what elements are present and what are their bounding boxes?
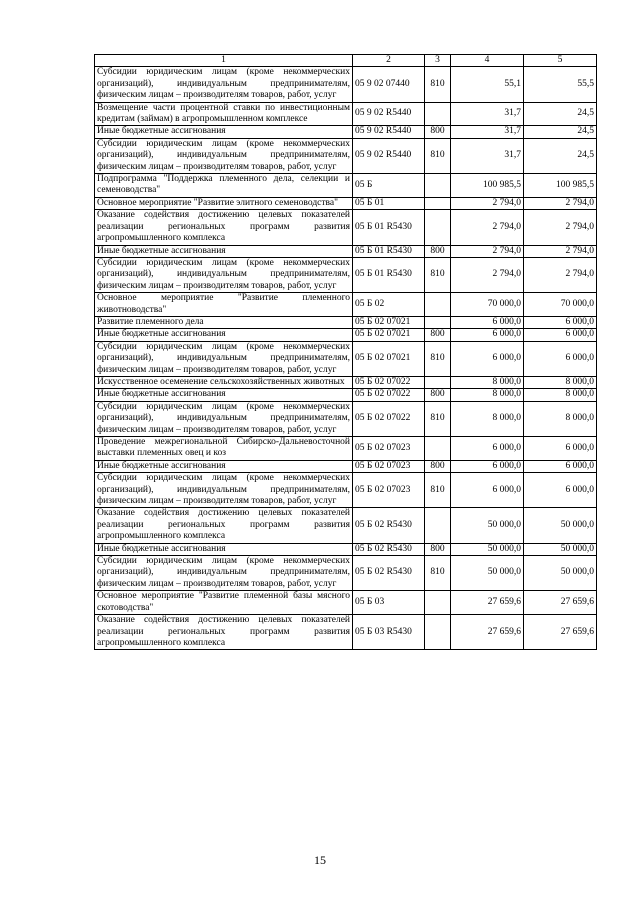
table-row <box>95 210 597 245</box>
row-code-cell: 05 Б 02 07021 <box>353 341 425 376</box>
row-amount-2-cell: 6 000,0 <box>524 473 597 508</box>
row-code-cell: 05 9 02 R5440 <box>353 138 425 173</box>
row-code-cell: 05 Б 02 07021 <box>353 316 425 328</box>
row-expense-type-cell <box>425 197 451 209</box>
row-amount-1-cell: 2 794,0 <box>451 257 524 292</box>
row-amount-1-cell: 2 794,0 <box>451 197 524 209</box>
row-expense-type-cell: 810 <box>425 473 451 508</box>
table-row <box>95 329 597 341</box>
row-name-cell: Иные бюджетные ассигнования <box>95 460 353 472</box>
row-amount-1-cell: 31,7 <box>451 138 524 173</box>
table-row <box>95 174 597 198</box>
row-name-cell: Проведение межрегиональной Сибирско-Дальневосточной выставки племенных овец и коз <box>95 437 353 461</box>
row-amount-1-cell: 2 794,0 <box>451 210 524 245</box>
row-expense-type-cell: 800 <box>425 329 451 341</box>
table-row <box>95 437 597 461</box>
row-expense-type-cell <box>425 508 451 543</box>
row-name-cell: Субсидии юридическим лицам (кроме некоммерческих организаций), индивидуальным предпринимателям, физическим лицам – производителям товаров, работ, услуг <box>95 257 353 292</box>
row-name-cell: Оказание содействия достижению целевых показателей реализации региональных программ развития агропромышленного комплекса <box>95 210 353 245</box>
row-name-cell: Иные бюджетные ассигнования <box>95 389 353 401</box>
row-code-cell: 05 Б 02 07023 <box>353 460 425 472</box>
table-row <box>95 67 597 102</box>
row-name-cell: Иные бюджетные ассигнования <box>95 543 353 555</box>
row-amount-2-cell: 24,5 <box>524 102 597 126</box>
row-expense-type-cell: 800 <box>425 126 451 138</box>
row-amount-1-cell: 6 000,0 <box>451 316 524 328</box>
row-amount-2-cell: 50 000,0 <box>524 508 597 543</box>
row-code-cell: 05 Б 02 07021 <box>353 329 425 341</box>
row-amount-1-cell: 50 000,0 <box>451 508 524 543</box>
row-name-cell: Основное мероприятие "Развитие племенной базы мясного скотоводства" <box>95 591 353 615</box>
row-name-cell: Субсидии юридическим лицам (кроме некоммерческих организаций), индивидуальным предпринимателям, физическим лицам – производителям товаров, работ, услуг <box>95 341 353 376</box>
row-code-cell: 05 Б 01 R5430 <box>353 245 425 257</box>
row-amount-1-cell: 6 000,0 <box>451 437 524 461</box>
row-amount-2-cell: 8 000,0 <box>524 401 597 436</box>
column-header: 4 <box>451 55 524 67</box>
row-name-cell: Иные бюджетные ассигнования <box>95 329 353 341</box>
row-amount-2-cell: 24,5 <box>524 138 597 173</box>
row-amount-1-cell: 6 000,0 <box>451 329 524 341</box>
row-amount-2-cell: 6 000,0 <box>524 341 597 376</box>
row-name-cell: Оказание содействия достижению целевых показателей реализации региональных программ развития агропромышленного комплекса <box>95 508 353 543</box>
row-code-cell: 05 Б 02 07023 <box>353 437 425 461</box>
row-amount-1-cell: 2 794,0 <box>451 245 524 257</box>
row-code-cell: 05 Б 03 R5430 <box>353 615 425 650</box>
row-amount-2-cell: 24,5 <box>524 126 597 138</box>
column-header: 3 <box>425 55 451 67</box>
row-code-cell: 05 Б 02 R5430 <box>353 508 425 543</box>
row-code-cell: 05 Б 02 07022 <box>353 389 425 401</box>
row-expense-type-cell <box>425 293 451 317</box>
row-name-cell: Субсидии юридическим лицам (кроме некоммерческих организаций), индивидуальным предпринимателям, физическим лицам – производителям товаров, работ, услуг <box>95 473 353 508</box>
table-row <box>95 257 597 292</box>
row-amount-1-cell: 8 000,0 <box>451 389 524 401</box>
table-row <box>95 460 597 472</box>
table-row <box>95 341 597 376</box>
row-amount-2-cell: 6 000,0 <box>524 460 597 472</box>
budget-table <box>94 54 597 650</box>
row-amount-2-cell: 100 985,5 <box>524 174 597 198</box>
row-expense-type-cell <box>425 591 451 615</box>
row-code-cell: 05 Б 02 <box>353 293 425 317</box>
row-amount-2-cell: 2 794,0 <box>524 257 597 292</box>
row-code-cell: 05 Б 02 07022 <box>353 401 425 436</box>
row-expense-type-cell <box>425 210 451 245</box>
row-amount-1-cell: 70 000,0 <box>451 293 524 317</box>
table-row <box>95 376 597 388</box>
row-code-cell: 05 9 02 07440 <box>353 67 425 102</box>
row-expense-type-cell: 810 <box>425 341 451 376</box>
row-expense-type-cell: 810 <box>425 257 451 292</box>
row-expense-type-cell <box>425 102 451 126</box>
row-expense-type-cell: 800 <box>425 389 451 401</box>
table-row <box>95 508 597 543</box>
row-amount-2-cell: 50 000,0 <box>524 543 597 555</box>
row-amount-2-cell: 55,5 <box>524 67 597 102</box>
row-code-cell: 05 9 02 R5440 <box>353 126 425 138</box>
row-amount-2-cell: 2 794,0 <box>524 210 597 245</box>
column-header: 5 <box>524 55 597 67</box>
row-code-cell: 05 Б 01 R5430 <box>353 210 425 245</box>
row-amount-2-cell: 8 000,0 <box>524 376 597 388</box>
row-amount-1-cell: 50 000,0 <box>451 543 524 555</box>
row-expense-type-cell: 800 <box>425 460 451 472</box>
row-name-cell: Субсидии юридическим лицам (кроме некоммерческих организаций), индивидуальным предпринимателям, физическим лицам – производителям товаров, работ, услуг <box>95 401 353 436</box>
row-expense-type-cell: 800 <box>425 543 451 555</box>
table-row <box>95 591 597 615</box>
table-row <box>95 102 597 126</box>
table-row <box>95 316 597 328</box>
row-expense-type-cell <box>425 174 451 198</box>
row-amount-2-cell: 27 659,6 <box>524 615 597 650</box>
row-expense-type-cell: 810 <box>425 556 451 591</box>
row-name-cell: Возмещение части процентной ставки по инвестиционным кредитам (займам) в агропромышленном комплексе <box>95 102 353 126</box>
table-row <box>95 543 597 555</box>
table-row <box>95 615 597 650</box>
row-amount-2-cell: 6 000,0 <box>524 329 597 341</box>
row-amount-1-cell: 8 000,0 <box>451 401 524 436</box>
row-expense-type-cell: 810 <box>425 138 451 173</box>
column-header: 1 <box>95 55 353 67</box>
column-header: 2 <box>353 55 425 67</box>
table-row <box>95 197 597 209</box>
row-name-cell: Субсидии юридическим лицам (кроме некоммерческих организаций), индивидуальным предпринимателям, физическим лицам – производителям товаров, работ, услуг <box>95 67 353 102</box>
page-number: 15 <box>314 853 326 867</box>
row-name-cell: Основное мероприятие "Развитие племенного животноводства" <box>95 293 353 317</box>
row-code-cell: 05 Б 01 R5430 <box>353 257 425 292</box>
row-code-cell: 05 Б 03 <box>353 591 425 615</box>
row-expense-type-cell <box>425 437 451 461</box>
row-amount-2-cell: 27 659,6 <box>524 591 597 615</box>
row-name-cell: Иные бюджетные ассигнования <box>95 245 353 257</box>
table-body <box>95 67 597 650</box>
row-amount-2-cell: 70 000,0 <box>524 293 597 317</box>
row-amount-1-cell: 27 659,6 <box>451 615 524 650</box>
row-amount-1-cell: 8 000,0 <box>451 376 524 388</box>
row-name-cell: Искусственное осеменение сельскохозяйственных животных <box>95 376 353 388</box>
row-name-cell: Развитие племенного дела <box>95 316 353 328</box>
row-expense-type-cell <box>425 376 451 388</box>
row-name-cell: Иные бюджетные ассигнования <box>95 126 353 138</box>
row-expense-type-cell <box>425 615 451 650</box>
row-amount-2-cell: 6 000,0 <box>524 437 597 461</box>
row-amount-2-cell: 2 794,0 <box>524 197 597 209</box>
row-expense-type-cell: 810 <box>425 67 451 102</box>
row-code-cell: 05 Б <box>353 174 425 198</box>
row-name-cell: Субсидии юридическим лицам (кроме некоммерческих организаций), индивидуальным предпринимателям, физическим лицам – производителям товаров, работ, услуг <box>95 138 353 173</box>
table-row <box>95 126 597 138</box>
table-row <box>95 401 597 436</box>
row-amount-1-cell: 31,7 <box>451 102 524 126</box>
row-expense-type-cell: 800 <box>425 245 451 257</box>
row-amount-1-cell: 31,7 <box>451 126 524 138</box>
row-name-cell: Подпрограмма "Поддержка племенного дела, селекции и семеноводства" <box>95 174 353 198</box>
row-amount-2-cell: 6 000,0 <box>524 316 597 328</box>
row-amount-1-cell: 100 985,5 <box>451 174 524 198</box>
row-amount-1-cell: 6 000,0 <box>451 460 524 472</box>
row-code-cell: 05 Б 02 07022 <box>353 376 425 388</box>
table-row <box>95 389 597 401</box>
row-expense-type-cell <box>425 316 451 328</box>
row-code-cell: 05 Б 02 R5430 <box>353 543 425 555</box>
table-row <box>95 473 597 508</box>
row-name-cell: Основное мероприятие "Развитие элитного семеноводства" <box>95 197 353 209</box>
row-name-cell: Субсидии юридическим лицам (кроме некоммерческих организаций), индивидуальным предпринимателям, физическим лицам – производителям товаров, работ, услуг <box>95 556 353 591</box>
row-code-cell: 05 Б 02 07023 <box>353 473 425 508</box>
row-amount-1-cell: 6 000,0 <box>451 473 524 508</box>
table-row <box>95 293 597 317</box>
row-amount-1-cell: 27 659,6 <box>451 591 524 615</box>
row-amount-1-cell: 50 000,0 <box>451 556 524 591</box>
row-code-cell: 05 Б 01 <box>353 197 425 209</box>
row-amount-2-cell: 2 794,0 <box>524 245 597 257</box>
row-expense-type-cell: 810 <box>425 401 451 436</box>
row-name-cell: Оказание содействия достижению целевых показателей реализации региональных программ развития агропромышленного комплекса <box>95 615 353 650</box>
row-amount-1-cell: 6 000,0 <box>451 341 524 376</box>
table-row <box>95 556 597 591</box>
table-row <box>95 245 597 257</box>
row-code-cell: 05 Б 02 R5430 <box>353 556 425 591</box>
row-code-cell: 05 9 02 R5440 <box>353 102 425 126</box>
row-amount-1-cell: 55,1 <box>451 67 524 102</box>
row-amount-2-cell: 8 000,0 <box>524 389 597 401</box>
row-amount-2-cell: 50 000,0 <box>524 556 597 591</box>
table-row <box>95 138 597 173</box>
header-row <box>95 55 597 67</box>
